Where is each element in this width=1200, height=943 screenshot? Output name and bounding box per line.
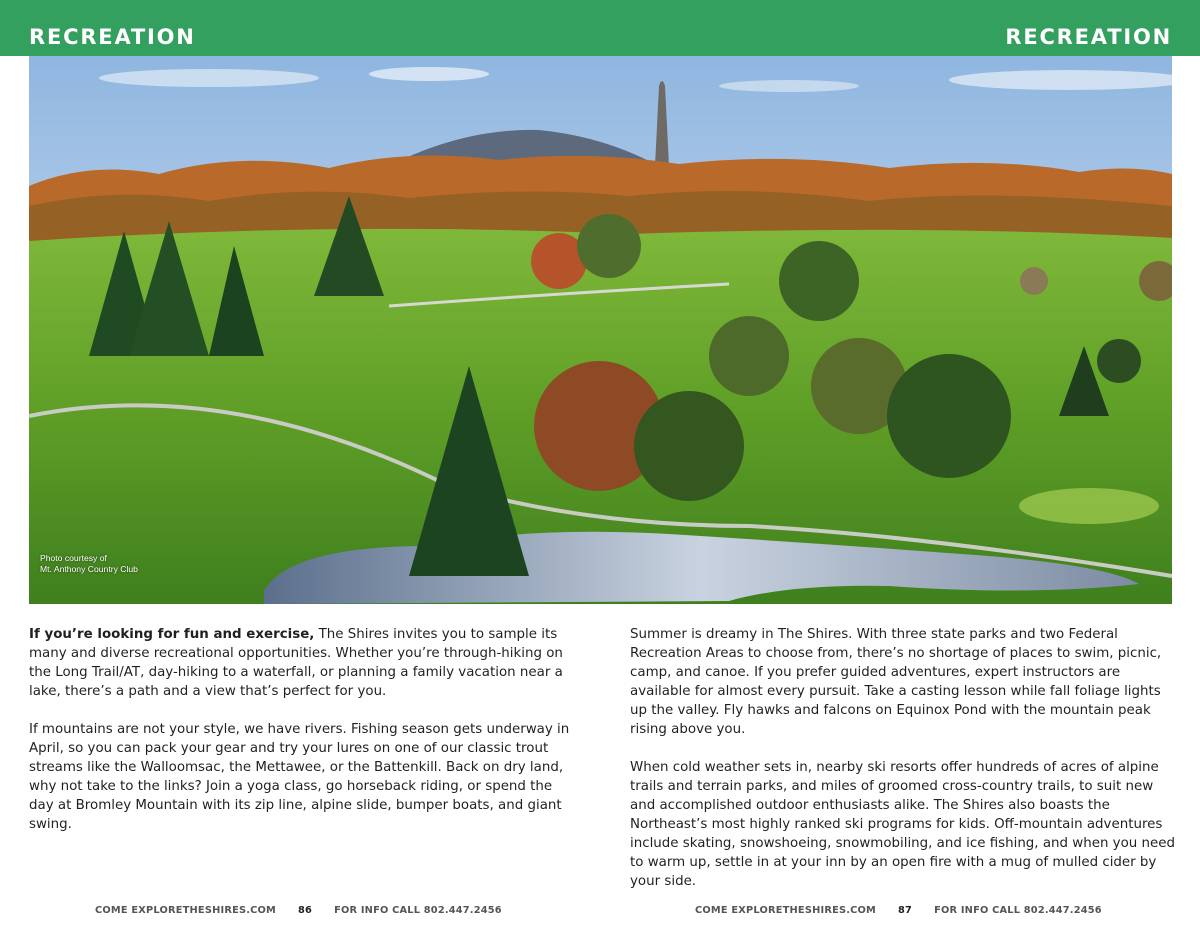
body-paragraph: Summer is dreamy in The Shires. With three state parks and two Federal Recreation Areas to choose from, there’s no shortage of places to swim, picnic, camp, and canoe. If you prefer guided adventures, expert instructors are available for almost every pursuit. Take a casting lesson while fall foliage lights up the valley. Fly hawks and falcons on Equinox Pond with the mountain peak rising above you.: [630, 627, 1162, 737]
section-title-right: RECREATION: [1005, 25, 1172, 49]
footer-phone: FOR INFO CALL 802.447.2456: [934, 905, 1102, 916]
cloud: [719, 80, 859, 92]
section-title-left: RECREATION: [29, 25, 196, 49]
left-column: [29, 625, 574, 853]
cloud: [369, 67, 489, 81]
right-column: [630, 625, 1175, 910]
lead-in: If you’re looking for fun and exercise,: [29, 627, 315, 642]
footer-website: COME EXPLORETHESHIRES.COM: [695, 905, 877, 916]
footer-left: [95, 905, 502, 917]
body-paragraph: [29, 625, 574, 701]
putting-green: [1019, 488, 1159, 524]
body-paragraph: If mountains are not your style, we have rivers. Fishing season gets underway in April, so you can pack your gear and try your lures on one of our classic trout streams like the Walloomsac, the Mettawee, or the Battenkill. Back on dry land, why not take to the links? Join a yoga class, go horseback riding, or spend the day at Bromley Mountain with its zip line, alpine slide, bumper boats, and giant swing.: [29, 722, 570, 832]
paragraph-text: The Shires invites you to sample its many and diverse recreational opportunities. Whether you’re through-hiking on the Long Trail/AT, day-hiking to a waterfall, or planning a family vacation near a lake, there’s a path and a view that’s perfect for you.: [29, 627, 563, 699]
footer-website: COME EXPLORETHESHIRES.COM: [95, 905, 277, 916]
page-number: 87: [898, 905, 913, 916]
cloud: [99, 69, 319, 87]
page-number: 86: [298, 905, 313, 916]
header-banner: [0, 0, 1200, 56]
photo-credit-line: Photo courtesy of: [40, 553, 107, 563]
footer-right: [695, 905, 1102, 917]
photo-credit-line: Mt. Anthony Country Club: [40, 564, 138, 574]
body-paragraph: When cold weather sets in, nearby ski resorts offer hundreds of acres of alpine trails and terrain parks, and miles of groomed cross-country trails, to suit new and accomplished outdoor enthusiasts alike. The Shires also boasts the Northeast’s most highly ranked ski programs for kids. Off-mountain adventures include skating, snowshoeing, snowmobiling, and ice fishing, and when you need to warm up, settle in at your inn by an open fire with a mug of mulled cider by your side.: [630, 760, 1176, 889]
photo-credit: [40, 553, 138, 575]
footer-phone: FOR INFO CALL 802.447.2456: [334, 905, 502, 916]
golf-course-photo: [29, 56, 1172, 604]
